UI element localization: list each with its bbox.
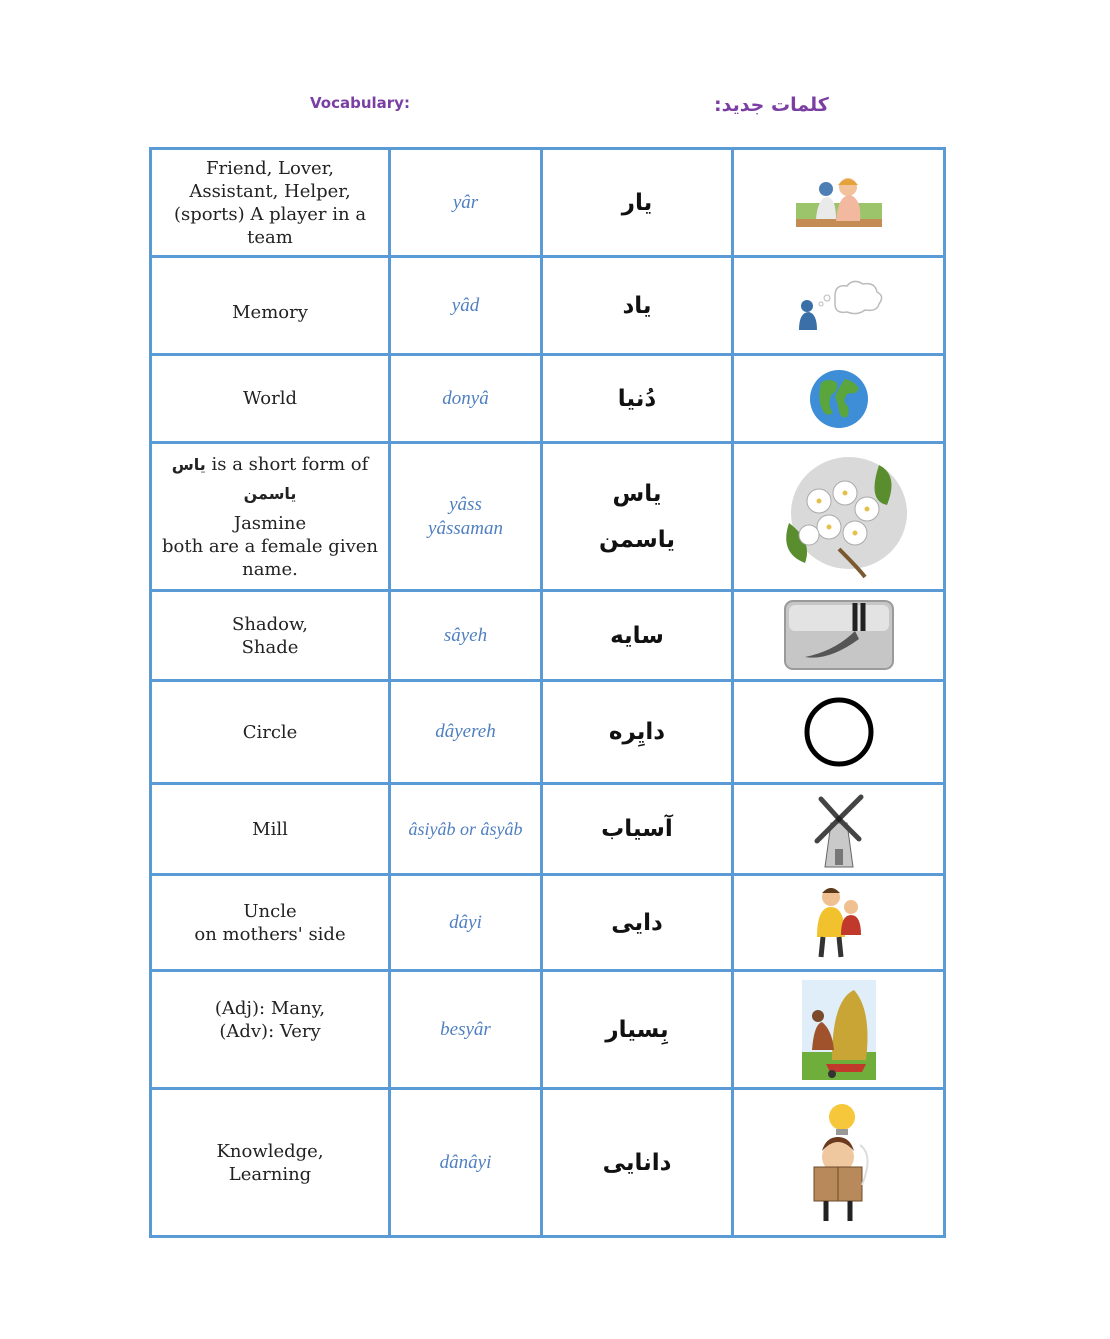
- persian-word: دایی: [542, 875, 733, 971]
- table-row: [151, 971, 945, 1089]
- persian-inline-word: یاسمن: [243, 483, 297, 503]
- transliteration: sâyeh: [390, 591, 542, 681]
- circle-icon: [802, 695, 876, 769]
- persian-word: دایِره: [542, 681, 733, 784]
- english-meaning: Uncle on mothers' side: [194, 900, 346, 945]
- table-row: [151, 149, 945, 257]
- english-meaning: Mill: [252, 818, 288, 840]
- english-meaning: World: [243, 388, 297, 409]
- transliteration: besyâr: [390, 971, 542, 1089]
- english-meaning: Memory: [232, 302, 308, 323]
- transliteration: dâyi: [390, 875, 542, 971]
- transliteration: dânâyi: [390, 1089, 542, 1237]
- persian-word: یاس: [612, 480, 662, 507]
- reading-lightbulb-icon: [804, 1101, 874, 1225]
- english-meaning: (Adj): Many, (Adv): Very: [214, 997, 326, 1042]
- table-row: [151, 257, 945, 355]
- english-meaning: Friend, Lover, Assistant, Helper, (sports) A player in a team: [173, 157, 367, 248]
- jasmine-flower-icon: [769, 453, 909, 581]
- persian-word: دانایی: [542, 1089, 733, 1237]
- persian-word: یاد: [542, 257, 733, 355]
- table-row: [151, 355, 945, 443]
- thinking-person-icon: [791, 278, 887, 334]
- coins-cart-icon: [802, 980, 876, 1080]
- english-meaning-line: Jasmine: [233, 512, 307, 534]
- shadow-icon: [783, 599, 895, 673]
- friends-icon: [794, 175, 884, 231]
- table-row: [151, 443, 945, 591]
- transliteration: dâyereh: [390, 681, 542, 784]
- uncle-child-icon: [809, 885, 869, 961]
- persian-word: سایه: [542, 591, 733, 681]
- english-meaning: Shadow, Shade: [231, 613, 308, 658]
- persian-word: بِسیار: [542, 971, 733, 1089]
- table-row: [151, 681, 945, 784]
- vocabulary-table: [149, 147, 946, 1238]
- table-row: [151, 591, 945, 681]
- table-row: [151, 1089, 945, 1237]
- globe-icon: [807, 367, 871, 431]
- transliteration: donyâ: [390, 355, 542, 443]
- transliteration: yâd: [390, 257, 542, 355]
- transliteration: yâss: [449, 493, 482, 515]
- english-meaning-line: both are a female given name.: [161, 535, 378, 580]
- windmill-icon: [807, 789, 871, 869]
- persian-word: دُنیا: [542, 355, 733, 443]
- persian-word: آسیاب: [542, 784, 733, 875]
- persian-heading: کلمات جدید:: [714, 94, 829, 116]
- transliteration: âsiyâb or âsyâb: [390, 784, 542, 875]
- persian-word: یاسمن: [598, 526, 675, 553]
- english-meaning: Knowledge, Learning: [216, 1140, 324, 1185]
- persian-word: یار: [542, 149, 733, 257]
- table-row: [151, 875, 945, 971]
- persian-inline-word: یاس: [171, 454, 206, 474]
- english-meaning: Circle: [242, 721, 298, 743]
- transliteration: yâssaman: [428, 517, 503, 539]
- transliteration: yâr: [390, 149, 542, 257]
- english-meaning-line: یاس is a short form of: [171, 453, 369, 475]
- table-row: [151, 784, 945, 875]
- vocabulary-heading: Vocabulary:: [310, 94, 410, 112]
